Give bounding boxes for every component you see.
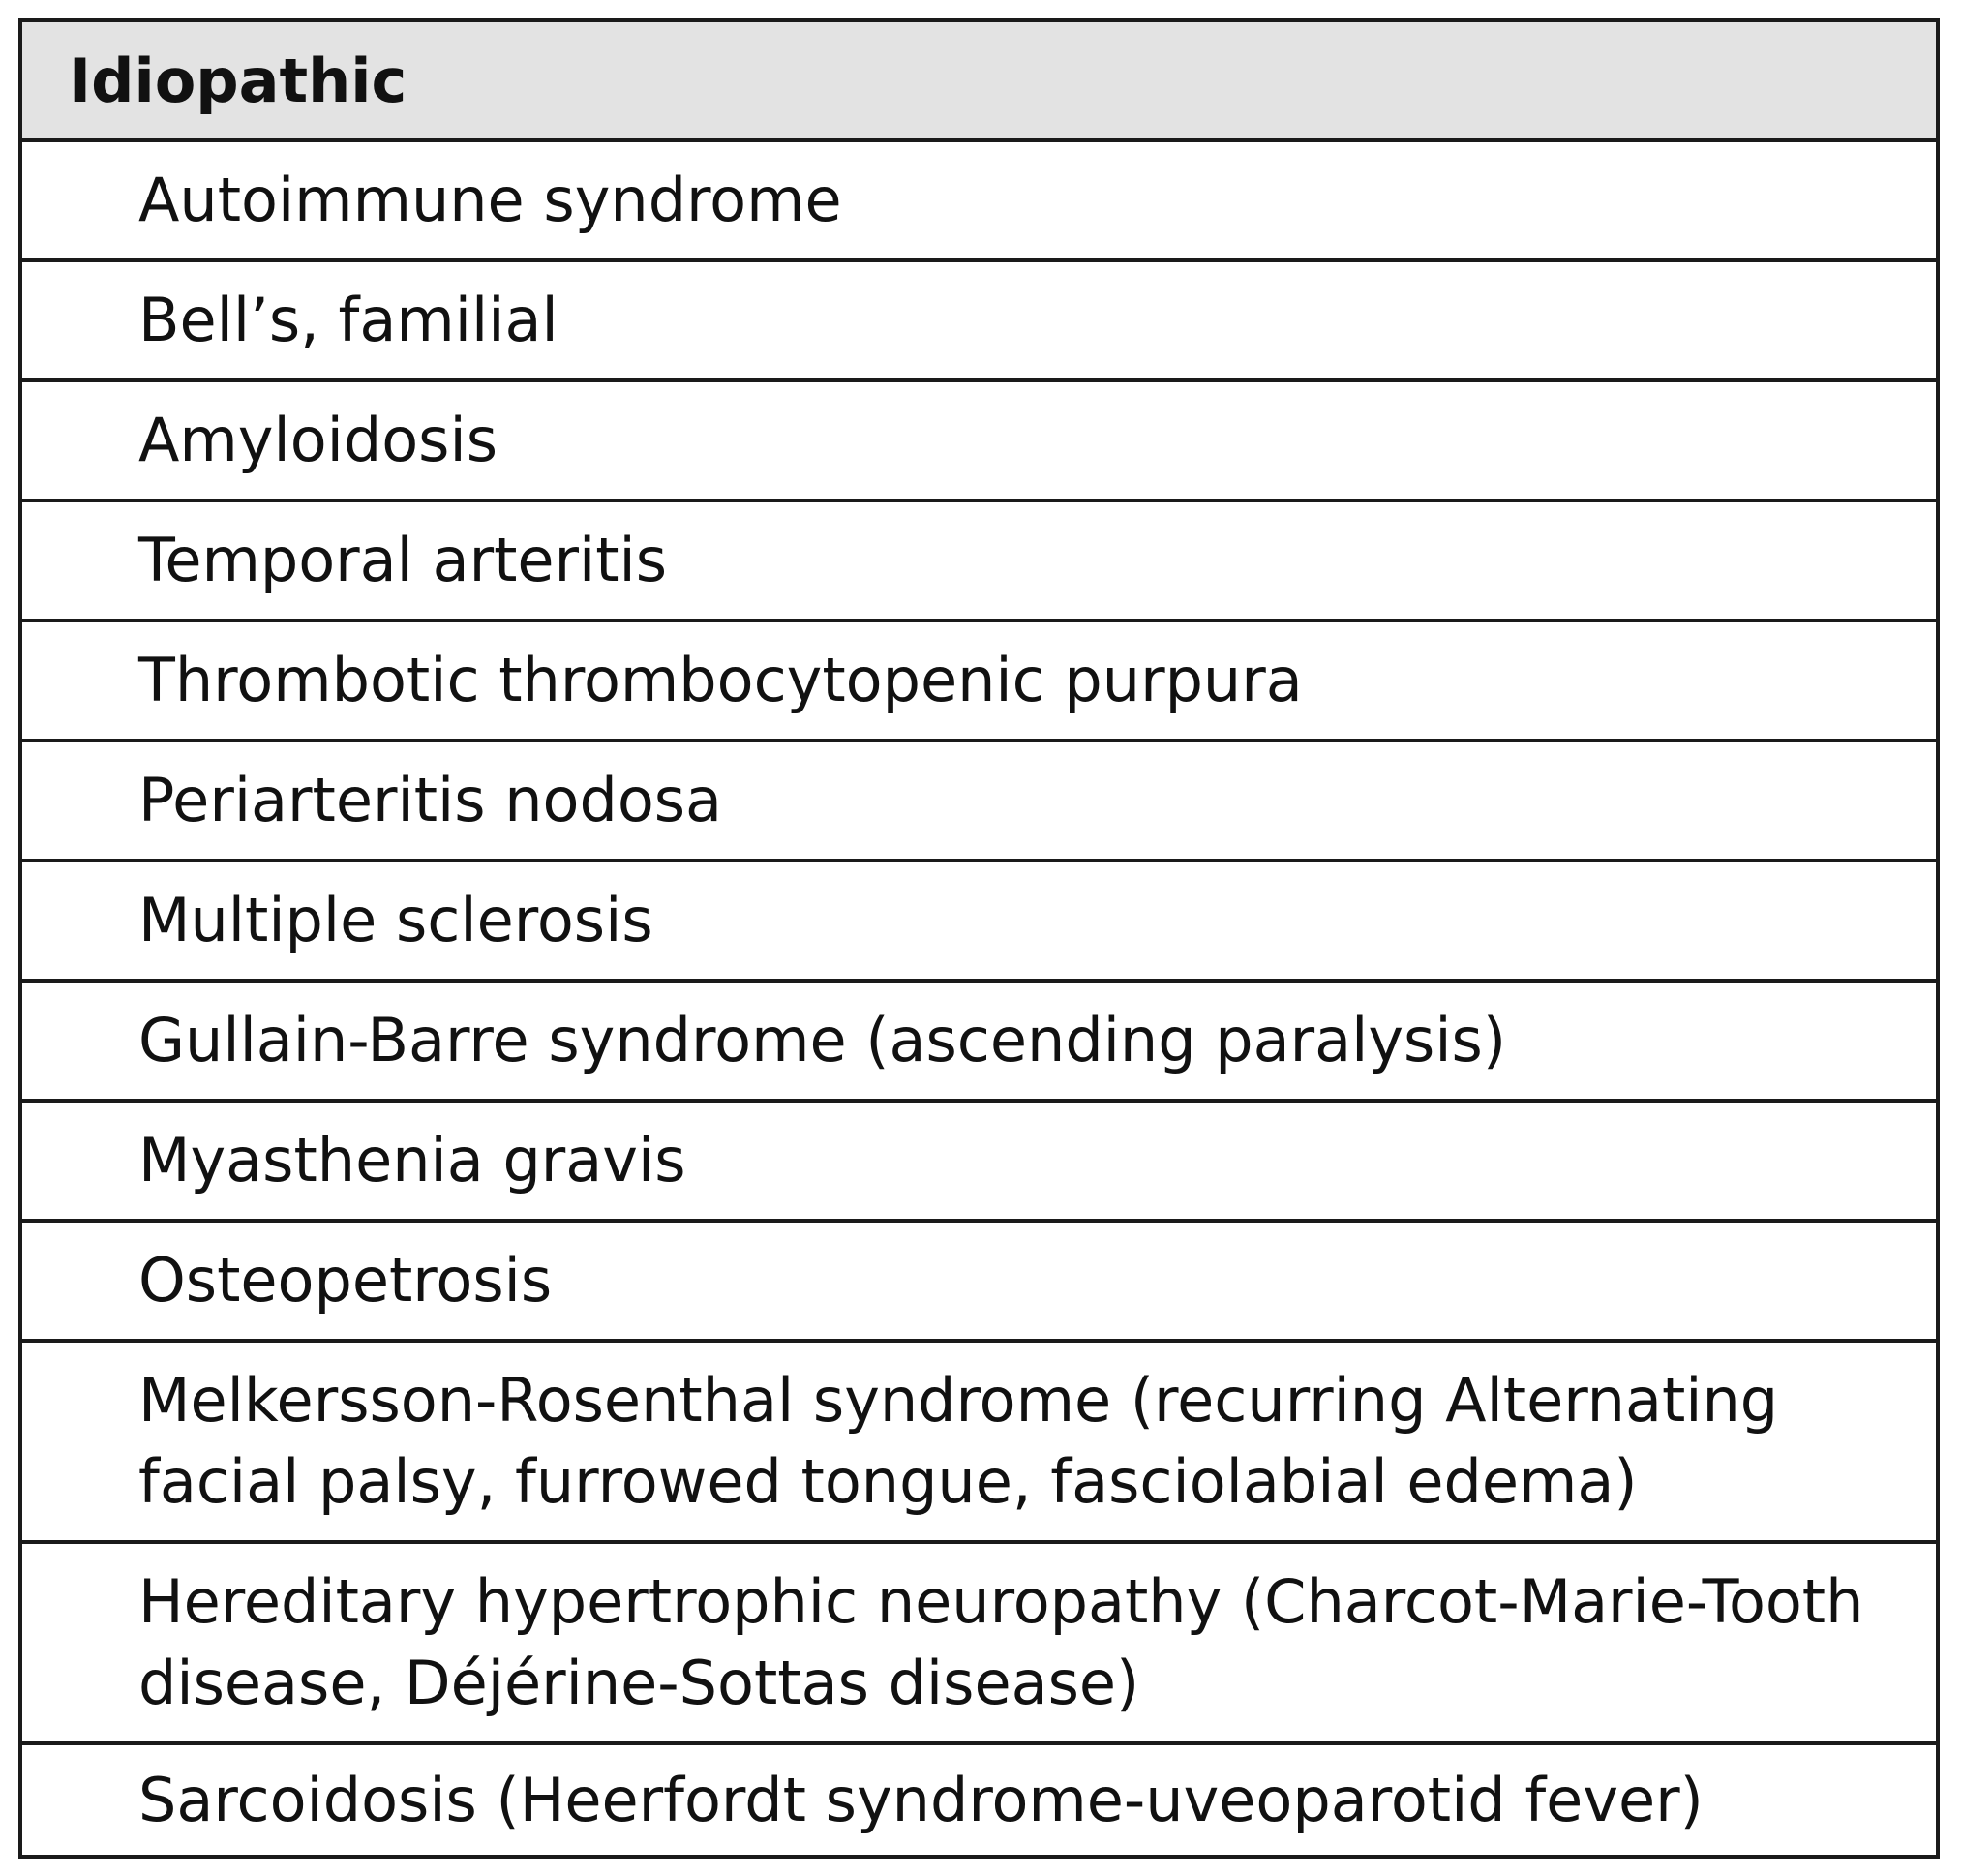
table-row <box>22 862 1936 983</box>
table-cell <box>138 1561 1863 1724</box>
table-header <box>22 22 1936 142</box>
table-row <box>22 742 1936 862</box>
idiopathic-table <box>18 18 1940 1859</box>
table-header-label: Idiopathic <box>69 45 407 116</box>
table-row <box>22 262 1936 382</box>
table-row <box>22 1103 1936 1223</box>
table-cell <box>138 1360 1778 1523</box>
table-cell: Myasthenia gravis <box>138 1125 686 1195</box>
table-cell-line: Hereditary hypertrophic neuropathy (Charcot-Marie-Tooth <box>138 1566 1864 1637</box>
table-cell-line: disease, Déjérine-Sottas disease) <box>138 1648 1140 1718</box>
table-cell: Autoimmune syndrome <box>138 165 842 235</box>
table-cell: Gullain-Barre syndrome (ascending paralysis) <box>138 1005 1507 1075</box>
table-cell: Thrombotic thrombocytopenic purpura <box>138 645 1303 715</box>
table-row <box>22 502 1936 622</box>
table-cell: Osteopetrosis <box>138 1245 553 1316</box>
table-cell: Multiple sclerosis <box>138 885 653 955</box>
table-cell: Amyloidosis <box>138 405 498 475</box>
table-cell: Periarteritis nodosa <box>138 765 723 835</box>
table-cell: Sarcoidosis (Heerfordt syndrome-uveoparotid fever) <box>138 1764 1704 1835</box>
table-row-multiline <box>22 1544 1936 1745</box>
table-row <box>22 1745 1936 1855</box>
table-row <box>22 1223 1936 1343</box>
table-cell: Bell’s, familial <box>138 285 558 355</box>
table-cell-line: facial palsy, furrowed tongue, fasciolabial edema) <box>138 1446 1638 1517</box>
table-row <box>22 382 1936 502</box>
table-row <box>22 142 1936 262</box>
table-row <box>22 622 1936 742</box>
table-cell: Temporal arteritis <box>138 525 668 595</box>
table-row-multiline <box>22 1343 1936 1544</box>
table-row <box>22 983 1936 1103</box>
table-cell-line: Melkersson-Rosenthal syndrome (recurring Alternating <box>138 1365 1779 1436</box>
